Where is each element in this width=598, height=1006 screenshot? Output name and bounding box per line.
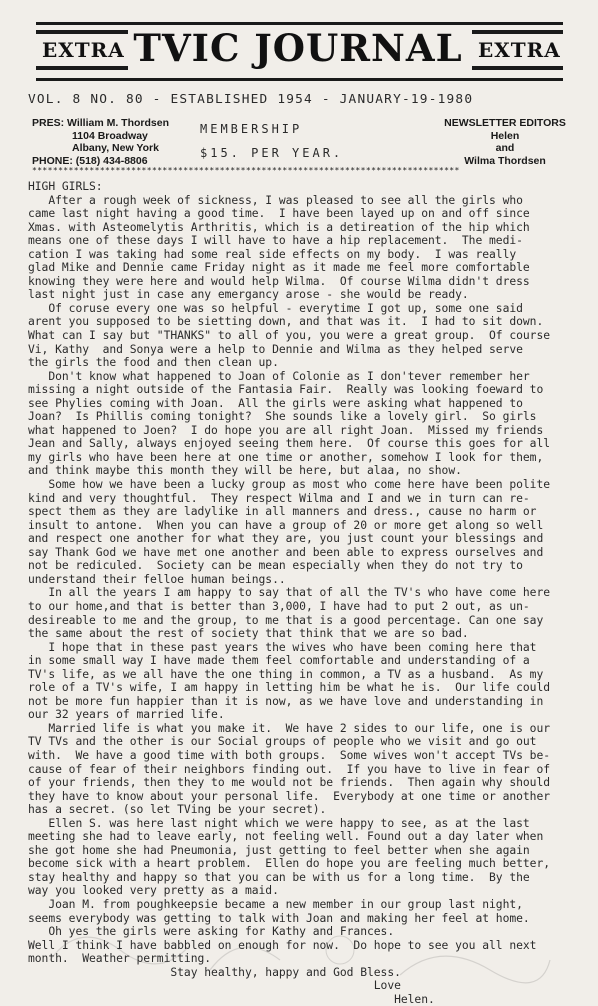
star-separator: ********************************************************************************** bbox=[32, 166, 460, 175]
letter-line: see Phylies coming with Joan. All the girls were asking what happened to bbox=[28, 395, 523, 410]
letter-line: Of coruse every one was so helpful - everytime I got up, some one said bbox=[28, 300, 523, 315]
letter-line: with. We have a good time with both groups. Some wives won't accept TVs be- bbox=[28, 747, 551, 762]
letter-line: Well I think I have babbled on enough for now. Do hope to see you all next bbox=[28, 937, 537, 952]
letter-line: What can I say but "THANKS" to all of you, you were a great group. Of course bbox=[28, 328, 551, 343]
letter-line: kind and very thoughtful. They respect Wilma and I and we in turn can re- bbox=[28, 490, 530, 505]
editors-info bbox=[430, 117, 580, 167]
letter-line: Stay healthy, happy and God Bless. bbox=[28, 964, 401, 979]
letter-line: role of a TV's wife, I am happy in letting him be what he is. Our life could bbox=[28, 680, 551, 695]
letter-line: our 32 years of married life. bbox=[28, 707, 225, 722]
letter-line: Married life is what you make it. We have 2 sides to our life, one is our bbox=[28, 720, 551, 735]
letter-line: Ellen S. was here last night which we were happy to see, as at the last bbox=[28, 815, 530, 830]
letter-line: Jean and Sally, always enjoyed seeing them here. Of course this goes for all bbox=[28, 436, 551, 451]
letter-line: the girls the food and then clean up. bbox=[28, 355, 279, 370]
letter-line: understand their felloe human beings.. bbox=[28, 571, 286, 586]
letter-line: Don't know what happened to Joan of Colonie as I don'tever remember her bbox=[28, 368, 530, 383]
letter-line: In all the years I am happy to say that of all the TV's who have come here bbox=[28, 585, 551, 600]
extra-left-top-rule bbox=[36, 30, 128, 34]
letter-line: she got home she had Pneumonia, just getting to feel better when she again bbox=[28, 842, 530, 857]
membership-price: $15. PER YEAR. bbox=[200, 146, 344, 160]
letter-line: month. Weather permitting. bbox=[28, 951, 212, 966]
extra-right-bottom-rule bbox=[472, 66, 563, 70]
letter-line: means one of these days I will have to have a hip replacement. The medi- bbox=[28, 233, 523, 248]
extra-left-label: EXTRA bbox=[42, 38, 125, 62]
letter-line: Joan M. from poughkeepsie became a new member in our group last night, bbox=[28, 896, 523, 911]
president-phone: PHONE: (518) 434-8806 bbox=[32, 154, 148, 167]
letter-line: insult to antone. When you can have a group of 20 or more get along so well bbox=[28, 517, 544, 532]
president-info bbox=[32, 117, 169, 167]
letter-line: way you looked very pretty as a maid. bbox=[28, 883, 279, 898]
letter-line: and think maybe this month they will be here, but alaa, no show. bbox=[28, 463, 462, 478]
letter-line: my girls who have been here at one time or another, somehow I look for them, bbox=[28, 449, 544, 464]
editor-and: and bbox=[495, 142, 515, 154]
journal-title: TVIC JOURNAL bbox=[133, 26, 463, 70]
letter-line: cause of fear of their neighbors finding out. If you have to live in fear of bbox=[28, 761, 551, 776]
letter-line: TV's life, as we all have the one thing in common, a TV as a husband. As my bbox=[28, 666, 544, 681]
letter-line: what happened to Joen? I do hope you are all right Joan. Missed my friends bbox=[28, 422, 544, 437]
letter-line: of your friends, then they to me would not be friends. Then again why should bbox=[28, 775, 551, 790]
extra-left-bottom-rule bbox=[36, 66, 128, 70]
letter-line: desireable to me and the group, to me that is a good percentage. Can one say bbox=[28, 612, 544, 627]
extra-right-top-rule bbox=[472, 30, 563, 34]
letter-line: not be more fun happier than it is now, as we have love and understanding in bbox=[28, 693, 544, 708]
letter-line: TV TVs and the other is our Social groups of people who we visit and go out bbox=[28, 734, 537, 749]
letter-line: HIGH GIRLS: bbox=[28, 179, 103, 193]
letter-line: Vi, Kathy and Sonya were a help to Dennie and Wilma as they helped serve bbox=[28, 341, 523, 356]
letter-line: knowing they were here and would help Wilma. Of course Wilma didn't dress bbox=[28, 273, 530, 288]
letter-line: not be rediculed. Society can be mean especially when they do not try to bbox=[28, 558, 523, 573]
letter-line: After a rough week of sickness, I was pleased to see all the girls who bbox=[28, 192, 523, 207]
letter-line: meeting she had to leave early, not feeling well. Found out a day later when bbox=[28, 829, 544, 844]
letter-line: Helen. bbox=[28, 991, 435, 1006]
editor-name-2: Wilma Thordsen bbox=[464, 154, 546, 167]
letter-line: cation I was taking had some real side effects on my body. I was really bbox=[28, 246, 517, 261]
letter-line: to our home,and that is better than 3,000, I have had to put 2 out, as un- bbox=[28, 598, 530, 613]
president-street: 1104 Broadway bbox=[72, 129, 148, 142]
letter-line: Oh yes the girls were asking for Kathy and Frances. bbox=[28, 924, 395, 939]
letter-line: came last night having a good time. I have been layed up on and off since bbox=[28, 206, 530, 221]
membership-info bbox=[200, 117, 343, 165]
membership-heading: MEMBERSHIP bbox=[200, 122, 303, 136]
editors-heading: NEWSLETTER EDITORS bbox=[444, 117, 566, 129]
letter-line: I hope that in these past years the wives who have been coming here that bbox=[28, 639, 537, 654]
letter-line: Love bbox=[28, 978, 401, 993]
letter-line: glad Mike and Dennie came Friday night as it made me feel more comfortable bbox=[28, 260, 530, 275]
letter-line: spect them as they are ladylike in all manners and dress., cause no harm or bbox=[28, 504, 537, 519]
extra-right-label: EXTRA bbox=[478, 38, 561, 62]
letter-line: Joan? Is Phillis coming tonight? She sounds like a lovely girl. So girls bbox=[28, 409, 537, 424]
letter-line: missing a night outside of the Fantasia Fair. Really was looking foeward to bbox=[28, 382, 544, 397]
masthead-bottom-rule bbox=[36, 78, 563, 81]
letter-line: last night just in case any emergancy arose - she would be ready. bbox=[28, 287, 469, 302]
masthead-top-rule bbox=[36, 22, 563, 25]
letter-line: has a secret. (so let TVing be your secret). bbox=[28, 802, 327, 817]
letter-line: the same about the rest of society that think that we are so bad. bbox=[28, 626, 469, 641]
letter-line: arent you supposed to be sietting down, and that was it. I had to sit down. bbox=[28, 314, 544, 329]
letter-body bbox=[28, 180, 584, 1006]
letter-line: Xmas. with Asteomelytis Arthritis, which is a detireation of the hip which bbox=[28, 219, 530, 234]
letter-line: in some small way I have made them feel comfortable and understanding of a bbox=[28, 653, 530, 668]
letter-line: seems everybody was getting to talk with Joan and making her feel at home. bbox=[28, 910, 530, 925]
editor-name-1: Helen bbox=[490, 129, 520, 142]
volume-line: VOL. 8 NO. 80 - ESTABLISHED 1954 - JANUARY-19-1980 bbox=[28, 92, 474, 107]
letter-line: they have to know about your personal life. Everybody at one time or another bbox=[28, 788, 551, 803]
faint-sketch-illustration bbox=[40, 900, 560, 990]
letter-line: and respect one another for what they are, you just count your blessings and bbox=[28, 531, 544, 546]
letter-line: become sick with a heart problem. Ellen do hope you are feeling much better, bbox=[28, 856, 551, 871]
letter-line: stay healthy and happy so that you can be with us for a long time. By the bbox=[28, 869, 530, 884]
letter-line: Some how we have been a lucky group as most who come here have been polite bbox=[28, 477, 551, 492]
president-city: Albany, New York bbox=[72, 142, 159, 154]
letter-line: say Thank God we have met one another and been able to express ourselves and bbox=[28, 544, 544, 559]
president-name: PRES: William M. Thordsen bbox=[32, 117, 170, 129]
